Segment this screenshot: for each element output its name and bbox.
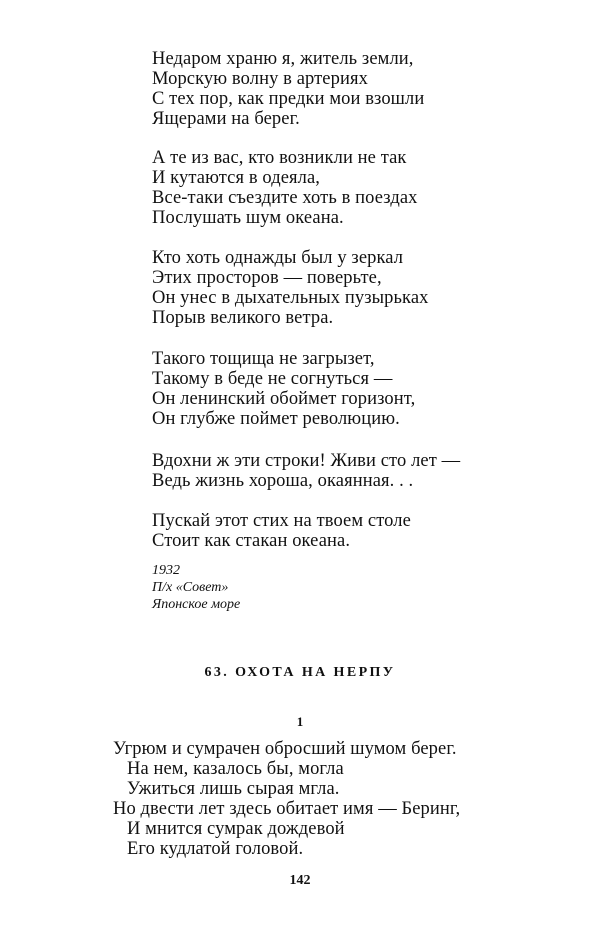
dateline-ship: П/х «Совет» — [152, 580, 229, 595]
poem-line: Он унес в дыхательных пузырьках — [152, 288, 429, 308]
poem-line: Ведь жизнь хороша, окаянная. . . — [152, 471, 414, 491]
stanza-3 — [152, 248, 429, 328]
poem-line: Ужиться лишь сырая мгла. — [127, 779, 340, 799]
poem-line: Он ленинский обоймет горизонт, — [152, 389, 416, 409]
poem-line: Он глубже поймет революцию. — [152, 409, 400, 429]
poem-line: И мнится сумрак дождевой — [127, 819, 345, 839]
poem-line: Все-таки съездите хоть в поездах — [152, 188, 418, 208]
poem-line: Такого тощища не загрызет, — [152, 349, 375, 369]
poem-title: 63. ОХОТА НА НЕРПУ — [204, 665, 396, 680]
stanza-next-poem — [113, 739, 460, 859]
poem-line: Пускай этот стих на твоем столе — [152, 511, 411, 531]
stanza-2 — [152, 148, 418, 228]
stanza-4 — [152, 349, 415, 429]
stanza-5 — [152, 451, 460, 491]
poem-line: На нем, казалось бы, могла — [127, 759, 344, 779]
part-number: 1 — [296, 714, 304, 729]
poem-line: Этих просторов — поверьте, — [152, 268, 382, 288]
poem-line: Его кудлатой головой. — [127, 839, 304, 859]
poem-line: А те из вас, кто возникли не так — [152, 148, 407, 168]
poem-line: Стоит как стакан океана. — [152, 531, 351, 551]
poem-line: Такому в беде не согнуться — — [152, 369, 393, 389]
poem-line: И кутаются в одеяла, — [152, 168, 320, 188]
poem-line: Но двести лет здесь обитает имя — Беринг, — [113, 799, 461, 819]
poem-line: Послушать шум океана. — [152, 208, 344, 228]
poem-line: Вдохни ж эти строки! Живи сто лет — — [152, 451, 461, 471]
poem-line: Кто хоть однажды был у зеркал — [152, 248, 404, 268]
poem-line: Ящерами на берег. — [152, 109, 300, 129]
poem-line: С тех пор, как предки мои взошли — [152, 89, 425, 109]
poem-line: Морскую волну в артериях — [152, 69, 368, 89]
dateline-year: 1932 — [152, 563, 180, 578]
stanza-6 — [152, 511, 411, 551]
dateline-place: Японское море — [152, 597, 241, 612]
stanza-1 — [152, 49, 424, 129]
page-number: 142 — [289, 873, 311, 888]
poem-line: Порыв великого ветра. — [152, 308, 334, 328]
poem-line: Недаром храню я, житель земли, — [152, 49, 414, 69]
poem-line: Угрюм и сумрачен обросший шумом берег. — [113, 739, 457, 759]
poem-dateline — [152, 562, 240, 613]
